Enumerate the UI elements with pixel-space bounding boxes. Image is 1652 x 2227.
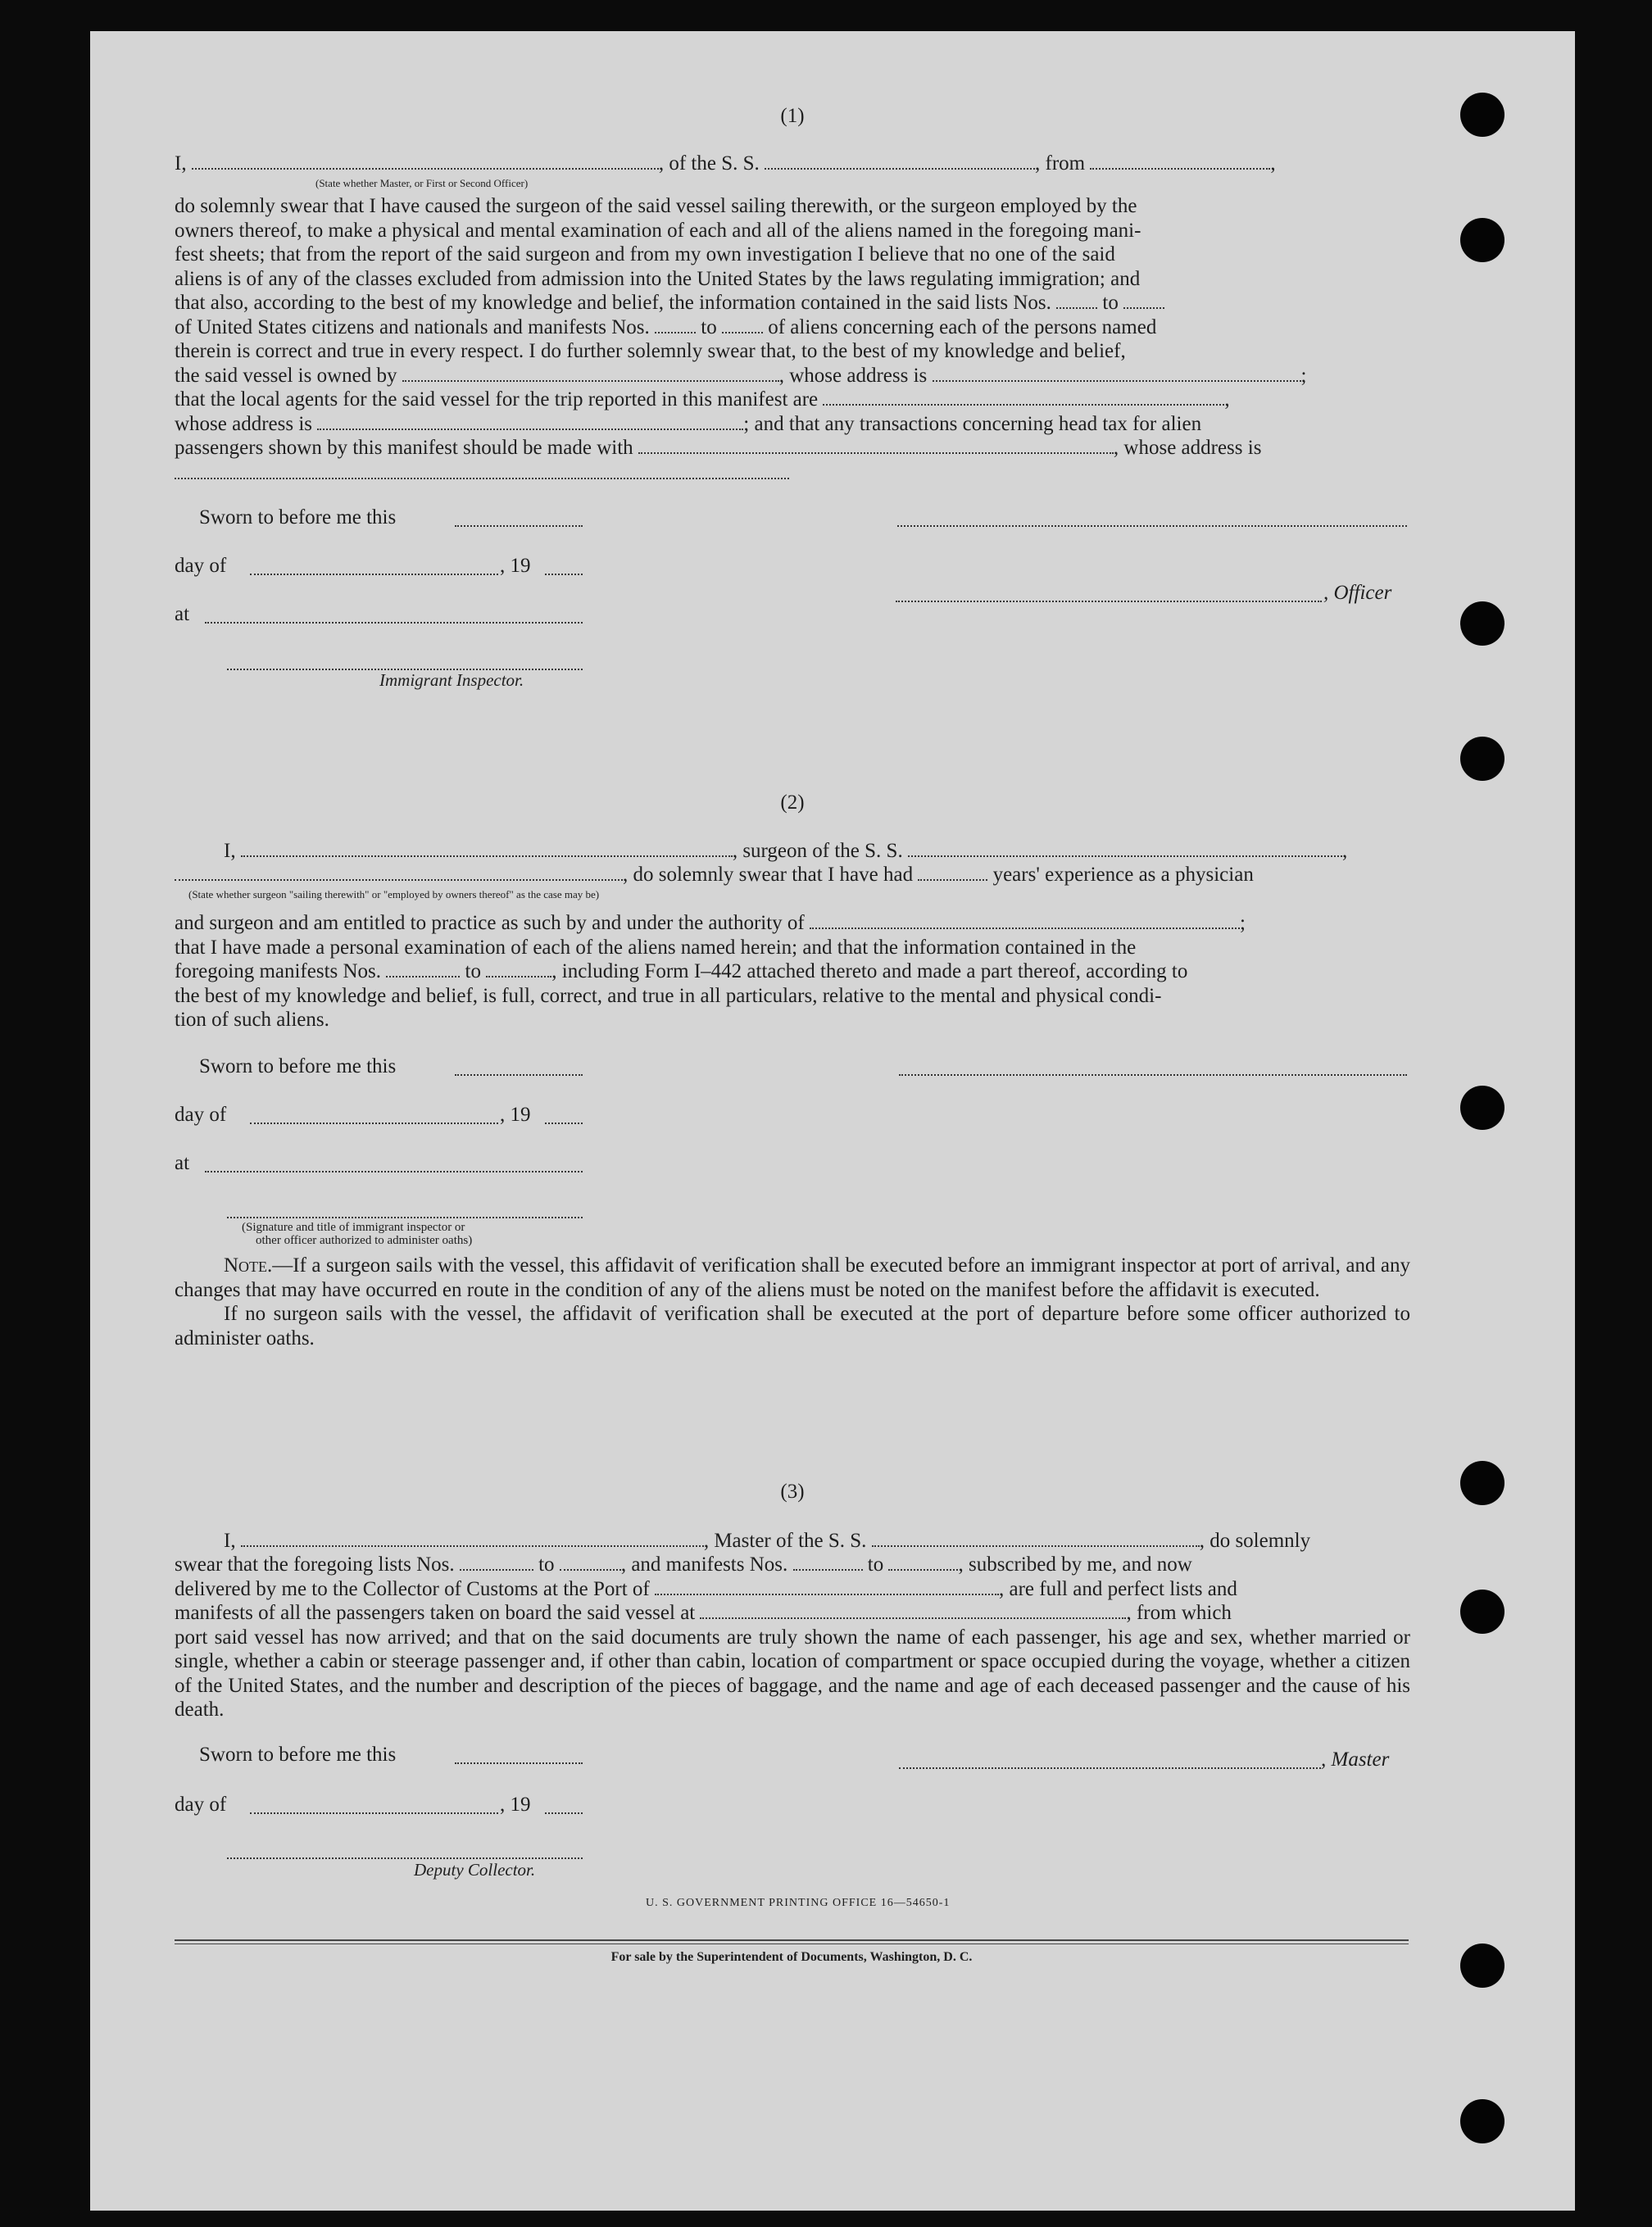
text: of aliens concerning each of the persons named bbox=[768, 315, 1157, 338]
text: to bbox=[538, 1553, 555, 1576]
blank-at bbox=[205, 621, 583, 624]
deputy-label: Deputy Collector. bbox=[414, 1860, 536, 1880]
master-signature-line bbox=[899, 1767, 1321, 1769]
text: , whose address is bbox=[778, 364, 928, 387]
text: that also, according to the best of my knowledge and belief, the information contained in the said lists Nos. bbox=[175, 292, 1051, 314]
blank-year bbox=[545, 573, 583, 575]
text: to bbox=[465, 960, 481, 982]
blank-sworn-day bbox=[455, 524, 583, 527]
day-of-label: day of bbox=[175, 555, 227, 577]
line bbox=[175, 1601, 1410, 1626]
line: tion of such aliens. bbox=[175, 1009, 329, 1031]
blank bbox=[933, 364, 1301, 382]
punch-hole bbox=[1460, 218, 1504, 262]
line bbox=[175, 959, 1410, 984]
text: ; bbox=[1300, 364, 1307, 387]
line bbox=[175, 315, 1410, 340]
section-3-line-1 bbox=[175, 1529, 1410, 1553]
blank-sailing bbox=[175, 863, 623, 881]
text: the said vessel is owned by bbox=[175, 364, 397, 387]
blank bbox=[460, 1553, 533, 1571]
day-of-label: day of bbox=[175, 1104, 227, 1126]
section-2-number: (2) bbox=[780, 791, 805, 814]
punch-hole bbox=[1460, 93, 1504, 137]
blank bbox=[888, 1553, 958, 1571]
text: passengers shown by this manifest should be made with bbox=[175, 437, 633, 459]
text: of United States citizens and nationals and manifests Nos. bbox=[175, 315, 650, 338]
inspector-label: Immigrant Inspector. bbox=[379, 670, 524, 690]
text: , bbox=[1341, 840, 1348, 862]
blank bbox=[1056, 291, 1097, 309]
text: I, bbox=[224, 1530, 236, 1552]
text: manifests of all the passengers taken on board the said vessel at bbox=[175, 1602, 696, 1624]
line bbox=[175, 412, 1410, 437]
blank-sworn-day bbox=[455, 1762, 583, 1764]
text: to bbox=[701, 315, 717, 338]
note-text-2: If no surgeon sails with the vessel, the affidavit of verification shall be executed at the port of departure before some officer authorized to administer oaths. bbox=[175, 1303, 1410, 1349]
note-paragraph bbox=[175, 1254, 1410, 1350]
text: , do solemnly swear that I have had bbox=[623, 864, 914, 886]
line: owners thereof, to make a physical and mental examination of each and all of the aliens named in the foregoing mani- bbox=[175, 219, 1141, 242]
blank-surgeon-name bbox=[241, 839, 733, 857]
line: that I have made a personal examination of each of the aliens named herein; and that the information contained in the bbox=[175, 936, 1137, 959]
text: , bbox=[1224, 388, 1230, 410]
line bbox=[175, 1553, 1410, 1577]
section-2-paragraph bbox=[175, 911, 1410, 1032]
section-1-paragraph bbox=[175, 194, 1410, 460]
at-label: at bbox=[175, 603, 190, 625]
blank bbox=[317, 412, 743, 430]
text: , Master of the S. S. bbox=[703, 1530, 867, 1552]
blank bbox=[655, 315, 696, 333]
sworn-label: Sworn to before me this bbox=[199, 506, 397, 528]
line: do solemnly swear that I have caused the surgeon of the said vessel sailing therewith, or the surgeon employed by the bbox=[175, 195, 1137, 217]
blank-sworn-day bbox=[455, 1073, 583, 1076]
note-officer: (State whether Master, or First or Second Officer) bbox=[315, 177, 529, 189]
text: , surgeon of the S. S. bbox=[732, 840, 903, 862]
blank bbox=[638, 436, 1114, 454]
blank-year bbox=[545, 1122, 583, 1124]
blank-year bbox=[545, 1812, 583, 1814]
text: to bbox=[1102, 292, 1119, 314]
officer-signature-line bbox=[897, 524, 1407, 527]
year-label: , 19 bbox=[500, 1104, 531, 1126]
note-label: Note. bbox=[224, 1254, 273, 1277]
line: therein is correct and true in every respect. I do further solemnly swear that, to the best of my knowledge and belief, bbox=[175, 340, 1126, 362]
sale-notice: For sale by the Superintendent of Documents, Washington, D. C. bbox=[610, 1950, 973, 1964]
blank-authority bbox=[810, 911, 1240, 929]
punch-hole bbox=[1460, 1461, 1504, 1505]
line bbox=[175, 364, 1410, 388]
text: , do solemnly bbox=[1199, 1530, 1311, 1552]
note-text: —If a surgeon sails with the vessel, this affidavit of verification shall be executed before an immigrant inspector at port of arrival, and any changes that may have occurred en route in the condition of any of the aliens must be noted on the manifest before the affidavit is executed. bbox=[175, 1254, 1410, 1301]
blank-vessel bbox=[765, 152, 1035, 170]
text: delivered by me to the Collector of Customs at the Port of bbox=[175, 1577, 650, 1600]
master-label: , Master bbox=[1321, 1748, 1390, 1771]
line: fest sheets; that from the report of the said surgeon and from my own investigation I believe that no one of the said bbox=[175, 243, 1115, 265]
text: ; and that any transactions concerning head tax for alien bbox=[743, 412, 1202, 435]
punch-hole bbox=[1460, 1086, 1504, 1130]
line: port said vessel has now arrived; and that on the said documents are truly shown the name of each passenger, his age and sex, whether married or single, whether a cabin or steerage passenger and, if other than cabin, location of compartment or space occupied during the voyage, whether a citizen of the United States, and the number and description of the pieces of baggage, and the name and age of each deceased passenger and the cause of his death. bbox=[175, 1626, 1410, 1721]
text: , are full and perfect lists and bbox=[999, 1577, 1237, 1600]
blank bbox=[386, 959, 460, 977]
blank bbox=[486, 959, 551, 977]
blank bbox=[402, 364, 779, 382]
at-label: at bbox=[175, 1152, 190, 1174]
punch-hole bbox=[1460, 1944, 1504, 1988]
blank-vessel bbox=[908, 839, 1342, 857]
blank-at bbox=[205, 1170, 583, 1172]
line bbox=[175, 1577, 1410, 1602]
deputy-signature-line bbox=[227, 1857, 583, 1859]
sworn-label: Sworn to before me this bbox=[199, 1744, 397, 1766]
blank bbox=[1123, 291, 1164, 309]
gpo-imprint: U. S. GOVERNMENT PRINTING OFFICE 16—54650-1 bbox=[646, 1897, 951, 1909]
section-1-number: (1) bbox=[780, 105, 805, 127]
section-1-line-1 bbox=[175, 152, 1410, 176]
blank-month bbox=[250, 1812, 498, 1814]
text: , of the S. S. bbox=[658, 152, 760, 175]
punch-hole bbox=[1460, 2099, 1504, 2143]
blank-master-name bbox=[241, 1529, 704, 1547]
sworn-label: Sworn to before me this bbox=[199, 1055, 397, 1077]
blank-month bbox=[250, 573, 498, 575]
text: , subscribed by me, and now bbox=[958, 1553, 1192, 1576]
signature-line bbox=[227, 1216, 583, 1218]
text: that the local agents for the said vessel for the trip reported in this manifest are bbox=[175, 388, 819, 410]
text: whose address is bbox=[175, 412, 313, 435]
blank-from bbox=[1090, 152, 1270, 170]
officer-line bbox=[896, 600, 1322, 602]
line bbox=[175, 436, 1410, 460]
day-of-label: day of bbox=[175, 1794, 227, 1816]
punch-hole bbox=[1460, 601, 1504, 646]
signature-note: other officer authorized to administer oaths) bbox=[256, 1234, 473, 1247]
signature-note: (Signature and title of immigrant inspector or bbox=[242, 1221, 465, 1234]
punch-hole bbox=[1460, 737, 1504, 781]
surgeon-signature-line bbox=[899, 1073, 1407, 1076]
text: I, bbox=[224, 840, 236, 862]
blank bbox=[560, 1553, 621, 1571]
punch-hole bbox=[1460, 1590, 1504, 1634]
text: to bbox=[867, 1553, 884, 1576]
year-label: , 19 bbox=[500, 1794, 531, 1816]
section-2-line-2 bbox=[175, 863, 1410, 887]
year-label: , 19 bbox=[500, 555, 531, 577]
section-3-number: (3) bbox=[780, 1481, 805, 1503]
line bbox=[175, 291, 1410, 315]
blank bbox=[793, 1553, 863, 1571]
section-2-line-1 bbox=[175, 839, 1410, 864]
blank-vessel bbox=[872, 1529, 1200, 1547]
text: and surgeon and am entitled to practice as such by and under the authority of bbox=[175, 912, 805, 934]
text: , from bbox=[1035, 152, 1086, 175]
blank-port bbox=[655, 1577, 999, 1595]
officer-label: , Officer bbox=[1323, 582, 1392, 604]
blank-month bbox=[250, 1122, 498, 1124]
text: I, bbox=[175, 152, 187, 175]
text: , and manifests Nos. bbox=[620, 1553, 788, 1576]
line: the best of my knowledge and belief, is full, correct, and true in all particulars, relative to the mental and physical condi- bbox=[175, 984, 1162, 1007]
blank bbox=[722, 315, 763, 333]
text: , bbox=[1270, 152, 1276, 175]
section-3-paragraph bbox=[175, 1553, 1410, 1722]
text: years' experience as a physician bbox=[992, 864, 1254, 886]
line bbox=[175, 911, 1410, 936]
note-surgeon: (State whether surgeon "sailing therewith" or "employed by owners thereof" as the case may be) bbox=[188, 888, 600, 900]
line bbox=[175, 388, 1410, 412]
text: swear that the foregoing lists Nos. bbox=[175, 1553, 455, 1576]
blank-address bbox=[175, 477, 789, 479]
footer-rule bbox=[175, 1939, 1409, 1941]
blank-officer bbox=[192, 152, 659, 170]
blank-port-departure bbox=[700, 1601, 1126, 1619]
line: aliens is of any of the classes excluded from admission into the United States by the laws regulating immigration; and bbox=[175, 267, 1141, 290]
text: , including Form I–442 attached thereto and made a part thereof, according to bbox=[551, 960, 1188, 982]
blank bbox=[823, 388, 1224, 406]
text: , whose address is bbox=[1113, 437, 1262, 459]
text: ; bbox=[1240, 912, 1246, 934]
blank-years bbox=[918, 863, 987, 881]
text: , from which bbox=[1126, 1602, 1232, 1624]
text: foregoing manifests Nos. bbox=[175, 960, 382, 982]
